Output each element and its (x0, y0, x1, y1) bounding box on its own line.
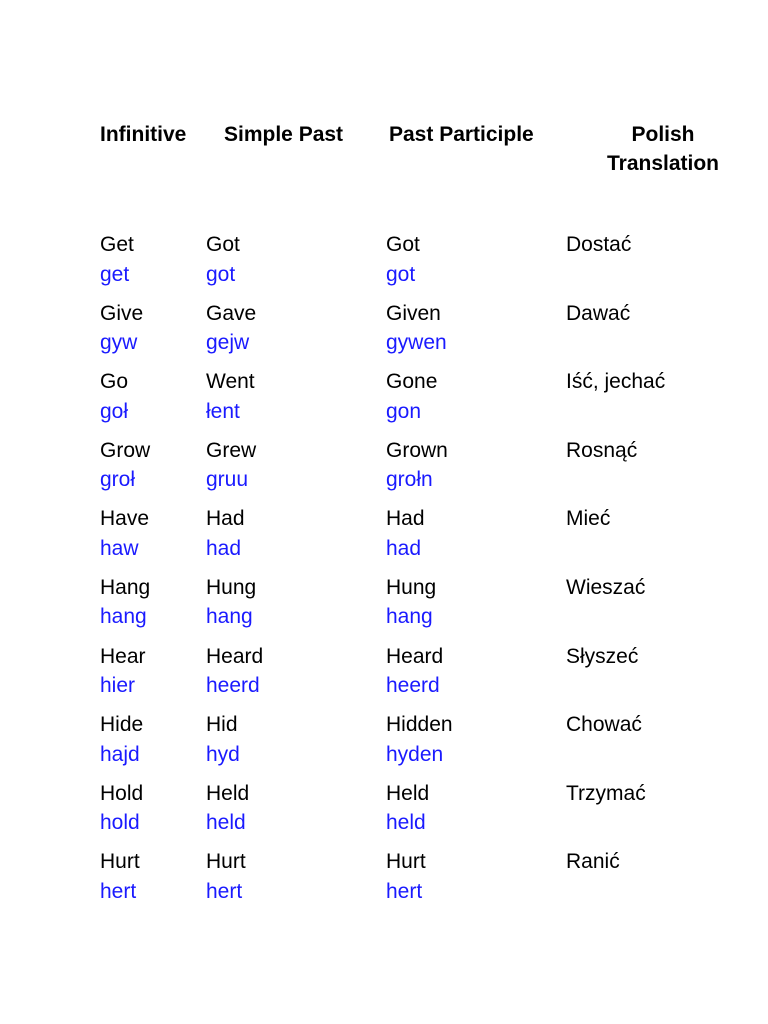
infinitive-pronunciation: haw (100, 536, 139, 560)
simple-past-pronunciation: got (206, 262, 236, 286)
polish-translation-word: Ranić (566, 850, 620, 874)
simple-past-cell (206, 436, 256, 495)
simple-past-word: Hung (206, 575, 257, 599)
past-participle-word: Got (386, 233, 420, 256)
simple-past-cell (206, 299, 256, 358)
past-participle-word: Hidden (386, 713, 453, 737)
infinitive-word: Grow (100, 438, 151, 462)
table-row (0, 299, 768, 368)
simple-past-pronunciation: held (206, 811, 246, 835)
simple-past-pronunciation: hang (206, 605, 253, 629)
past-participle-cell (386, 367, 437, 426)
table-row (0, 367, 768, 436)
infinitive-cell (100, 230, 134, 289)
past-participle-pronunciation: heerd (386, 674, 440, 698)
infinitive-cell (100, 504, 149, 563)
polish-translation-cell (566, 299, 630, 329)
polish-translation-cell (566, 847, 620, 877)
past-participle-cell (386, 230, 420, 289)
simple-past-cell (206, 779, 249, 838)
past-participle-pronunciation: had (386, 536, 422, 560)
infinitive-cell (100, 573, 150, 632)
table-row (0, 436, 768, 505)
simple-past-pronunciation: had (206, 536, 242, 560)
past-participle-pronunciation: hang (386, 605, 433, 629)
simple-past-word: Gave (206, 301, 257, 325)
infinitive-pronunciation: gyw (100, 331, 138, 355)
table-row (0, 710, 768, 779)
infinitive-pronunciation: hold (100, 811, 140, 835)
infinitive-word: Hang (100, 575, 151, 599)
infinitive-pronunciation: hajd (100, 742, 140, 766)
infinitive-pronunciation: groł (100, 468, 136, 492)
polish-translation-word: Dawać (566, 301, 631, 325)
simple-past-pronunciation: gruu (206, 468, 249, 492)
polish-translation-cell (566, 504, 610, 534)
past-participle-word: Given (386, 301, 441, 325)
infinitive-word: Hear (100, 644, 146, 668)
past-participle-cell (386, 779, 429, 838)
infinitive-cell (100, 779, 143, 838)
infinitive-word: Hurt (100, 850, 140, 874)
header-past-participle: Past Participle (389, 123, 534, 146)
table-row (0, 504, 768, 573)
simple-past-word: Heard (206, 644, 264, 668)
past-participle-cell (386, 847, 426, 906)
infinitive-pronunciation: goł (100, 399, 129, 423)
past-participle-word: Grown (386, 438, 448, 462)
polish-translation-cell (566, 779, 646, 809)
past-participle-cell (386, 710, 453, 769)
infinitive-word: Get (100, 233, 134, 256)
polish-translation-word: Słyszeć (566, 644, 639, 668)
simple-past-pronunciation: heerd (206, 674, 260, 698)
past-participle-pronunciation: gywen (386, 331, 447, 355)
polish-translation-cell (566, 710, 642, 740)
simple-past-cell (206, 573, 256, 632)
polish-translation-cell (566, 573, 645, 603)
infinitive-word: Hide (100, 713, 144, 737)
infinitive-word: Have (100, 507, 150, 531)
simple-past-pronunciation: łent (206, 399, 240, 423)
infinitive-cell (100, 847, 140, 906)
polish-translation-word: Dostać (566, 233, 632, 256)
infinitive-pronunciation: hier (100, 674, 136, 698)
table-row (0, 230, 768, 299)
verb-table (0, 230, 768, 916)
table-row (0, 779, 768, 848)
past-participle-cell (386, 642, 443, 701)
polish-translation-word: Iść, jechać (566, 370, 666, 394)
simple-past-cell (206, 367, 255, 426)
past-participle-cell (386, 573, 436, 632)
polish-translation-word: Trzymać (566, 781, 646, 805)
simple-past-word: Hurt (206, 850, 246, 874)
polish-translation-cell (566, 367, 665, 397)
infinitive-cell (100, 367, 128, 426)
simple-past-cell (206, 642, 263, 701)
polish-translation-word: Rosnąć (566, 438, 638, 462)
simple-past-pronunciation: gejw (206, 331, 250, 355)
table-row (0, 642, 768, 711)
header-simple-past: Simple Past (224, 123, 344, 146)
infinitive-cell (100, 299, 143, 358)
simple-past-word: Went (206, 370, 255, 394)
infinitive-cell (100, 710, 143, 769)
past-participle-word: Heard (386, 644, 444, 668)
polish-translation-cell (566, 642, 638, 672)
past-participle-word: Hung (386, 575, 437, 599)
polish-translation-word: Wieszać (566, 575, 646, 599)
past-participle-word: Gone (386, 370, 438, 394)
header-polish-translation: Polish Translation (606, 123, 720, 175)
header-infinitive: Infinitive (100, 123, 187, 146)
past-participle-word: Held (386, 781, 430, 805)
simple-past-cell (206, 847, 246, 906)
past-participle-pronunciation: held (386, 811, 426, 835)
past-participle-word: Had (386, 507, 425, 531)
infinitive-cell (100, 436, 150, 495)
past-participle-pronunciation: gon (386, 399, 422, 423)
simple-past-word: Had (206, 507, 245, 531)
polish-translation-cell (566, 436, 637, 466)
polish-translation-cell (566, 230, 631, 260)
simple-past-word: Got (206, 233, 240, 256)
polish-translation-word: Chować (566, 713, 642, 737)
infinitive-word: Give (100, 301, 144, 325)
simple-past-word: Grew (206, 438, 257, 462)
past-participle-cell (386, 504, 425, 563)
simple-past-cell (206, 230, 240, 289)
table-row (0, 573, 768, 642)
simple-past-word: Held (206, 781, 250, 805)
table-row (0, 847, 768, 916)
simple-past-pronunciation: hert (206, 879, 243, 903)
past-participle-pronunciation: grołn (386, 468, 433, 492)
past-participle-pronunciation: got (386, 262, 416, 286)
simple-past-pronunciation: hyd (206, 742, 240, 766)
infinitive-pronunciation: hang (100, 605, 147, 629)
infinitive-pronunciation: hert (100, 879, 137, 903)
past-participle-cell (386, 299, 447, 358)
polish-translation-word: Mieć (566, 507, 611, 531)
past-participle-pronunciation: hyden (386, 742, 444, 766)
infinitive-cell (100, 642, 146, 701)
past-participle-pronunciation: hert (386, 879, 423, 903)
simple-past-cell (206, 504, 245, 563)
simple-past-cell (206, 710, 240, 769)
past-participle-cell (386, 436, 448, 495)
past-participle-word: Hurt (386, 850, 426, 874)
infinitive-word: Go (100, 370, 129, 394)
infinitive-word: Hold (100, 781, 144, 805)
infinitive-pronunciation: get (100, 262, 130, 286)
simple-past-word: Hid (206, 713, 238, 737)
